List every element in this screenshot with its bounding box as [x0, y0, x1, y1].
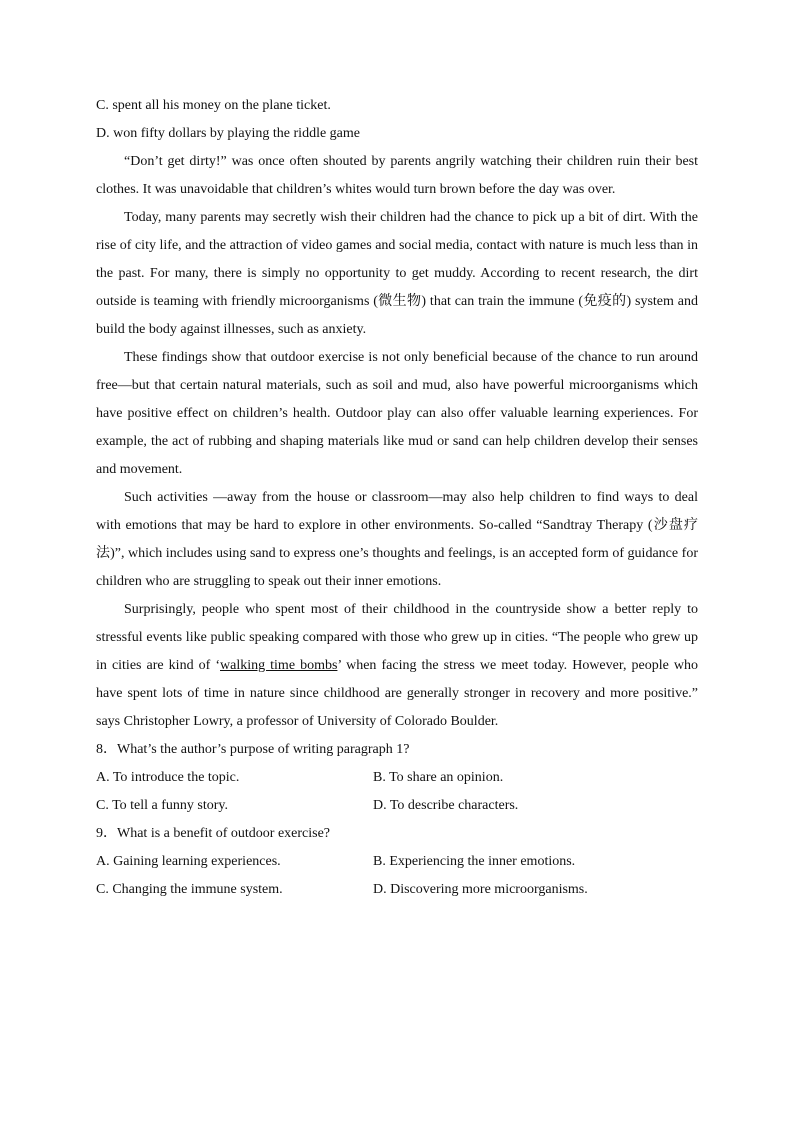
question-9-option-c[interactable]: C. Changing the immune system.: [96, 882, 283, 897]
passage-paragraph-3: These findings show that outdoor exercise is not only beneficial because of the chance to run around free—but that certain natural materials, such as soil and mud, also have powerful microorganisms which have positive effect on children’s health. Outdoor play can also offer valuable learning experiences. For example, the act of rubbing and shaping materials like mud or sand can help children develop their senses and movement.: [96, 350, 698, 477]
question-8-option-b[interactable]: B. To share an opinion.: [373, 770, 504, 785]
question-8-stem: 8．What’s the author’s purpose of writing paragraph 1?: [96, 742, 410, 757]
document-page: [96, 92, 698, 904]
paragraph-5-text-after: ’ when facing the stress we meet today. However, people who have spent lots of time in nature since childhood are generally stronger in recovery and more positive.” says Christopher Lowry, a professor of University of Colorado Boulder.: [96, 658, 698, 729]
underlined-phrase: walking time bombs: [220, 658, 338, 673]
question-8-options-row-2: [96, 792, 698, 820]
question-8-options-row-1: [96, 764, 698, 792]
passage-paragraph-2: Today, many parents may secretly wish their children had the chance to pick up a bit of dirt. With the rise of city life, and the attraction of video games and social media, contact with nature is much less than in the past. For many, there is simply no opportunity to get muddy. According to recent research, the dirt outside is teaming with friendly microorganisms (微生物) that can train the immune (免疫的) system and build the body against illnesses, such as anxiety.: [96, 210, 698, 337]
passage-paragraph-5: [96, 596, 698, 736]
question-9-options-row-1: [96, 848, 698, 876]
prev-option-c: C. spent all his money on the plane ticket.: [96, 98, 331, 113]
passage-paragraph-4: Such activities —away from the house or classroom—may also help children to find ways to deal with emotions that may be hard to explore in other environments. So-called “Sandtray Therapy (沙盘疗法)”, which includes using sand to express one’s thoughts and feelings, is an accepted form of guidance for children who are struggling to speak out their inner emotions.: [96, 490, 698, 589]
question-9-stem: 9．What is a benefit of outdoor exercise?: [96, 826, 331, 841]
question-9-options-row-2: [96, 876, 698, 904]
question-9-option-b[interactable]: B. Experiencing the inner emotions.: [373, 854, 576, 869]
prev-option-d: D. won fifty dollars by playing the riddle game: [96, 126, 360, 141]
question-8-option-a[interactable]: A. To introduce the topic.: [96, 770, 240, 785]
question-9-option-d[interactable]: D. Discovering more microorganisms.: [373, 882, 588, 897]
question-8-option-c[interactable]: C. To tell a funny story.: [96, 798, 229, 813]
question-8-option-d[interactable]: D. To describe characters.: [373, 798, 519, 813]
question-9-option-a[interactable]: A. Gaining learning experiences.: [96, 854, 281, 869]
passage-paragraph-1: “Don’t get dirty!” was once often shouted by parents angrily watching their children ruin their best clothes. It was unavoidable that children’s whites would turn brown before the day was over.: [96, 154, 698, 197]
paragraph-5-text-before: Surprisingly, people who spent most of their childhood in the countryside show a better reply to stressful events like public speaking compared with those who grew up in cities. “The people who grew up in cities are kind of ‘: [96, 602, 698, 673]
